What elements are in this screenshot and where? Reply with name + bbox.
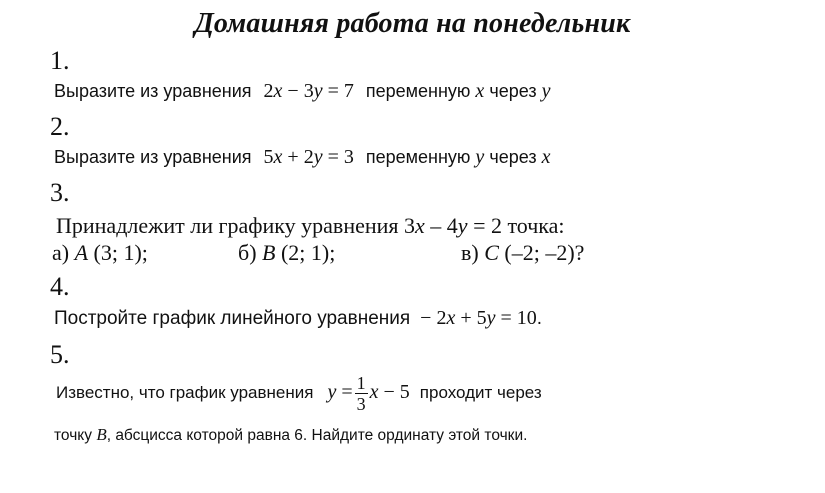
task-2-through: через xyxy=(489,147,537,167)
task-3-text xyxy=(56,213,565,239)
task-3-prefix: Принадлежит ли графику уравнения xyxy=(56,213,399,238)
task-1-text xyxy=(54,80,551,103)
task-2-middle: переменную xyxy=(365,147,471,167)
task-1-target-var: x xyxy=(475,80,485,102)
task-3-number: 3. xyxy=(50,178,70,207)
task-2-text xyxy=(54,146,551,169)
task-1-prefix: Выразите из уравнения xyxy=(54,81,252,101)
task-5-number: 5. xyxy=(50,340,70,369)
task-5-line-1: Известно, что график уравнения y = $\frac{1}{3}$ x − 5 проходит через xyxy=(56,373,542,415)
task-2-source-var: x xyxy=(541,146,551,168)
task-4-prefix: Постройте график линейного уравнения xyxy=(54,308,411,329)
task-1-number: 1. xyxy=(50,46,70,75)
task-3-option-c: в) C (–2; –2)? xyxy=(461,240,585,265)
task-5-suffix: проходит через xyxy=(419,383,542,402)
task-3-equation: 3x – 4y = 2 xyxy=(404,213,502,238)
task-1-source-var: y xyxy=(541,80,551,102)
task-4-number: 4. xyxy=(50,272,70,301)
page-title: Домашняя работа на понедельник xyxy=(194,8,631,39)
task-4-text: Постройте график линейного уравнения − 2x + 5y = 10. xyxy=(54,307,543,329)
task-5-equation: y = xyxy=(327,381,353,403)
task-3-option-b: б) B (2; 1); xyxy=(238,240,336,265)
task-2-equation: 5x + 2y = 3 xyxy=(263,146,354,168)
task-2-prefix: Выразите из уравнения xyxy=(54,147,252,167)
task-3-option-a: а) A (3; 1); xyxy=(52,240,148,265)
task-3-suffix: точка: xyxy=(507,213,565,238)
task-5-prefix: Известно, что график уравнения xyxy=(56,383,314,402)
task-5-fraction: $\frac{1}{3}$ xyxy=(356,373,366,415)
task-2-target-var: y xyxy=(475,146,485,168)
task-4-equation: − 2x + 5y = 10 xyxy=(420,307,537,329)
task-1-middle: переменную xyxy=(365,81,471,101)
task-1-through: через xyxy=(489,81,537,101)
task-5-line-2: точку B, абсцисса которой равна 6. Найдите ординату этой точки. xyxy=(54,425,528,444)
task-2-number: 2. xyxy=(50,112,70,141)
task-1-equation: 2x − 3y = 7 xyxy=(263,80,354,102)
